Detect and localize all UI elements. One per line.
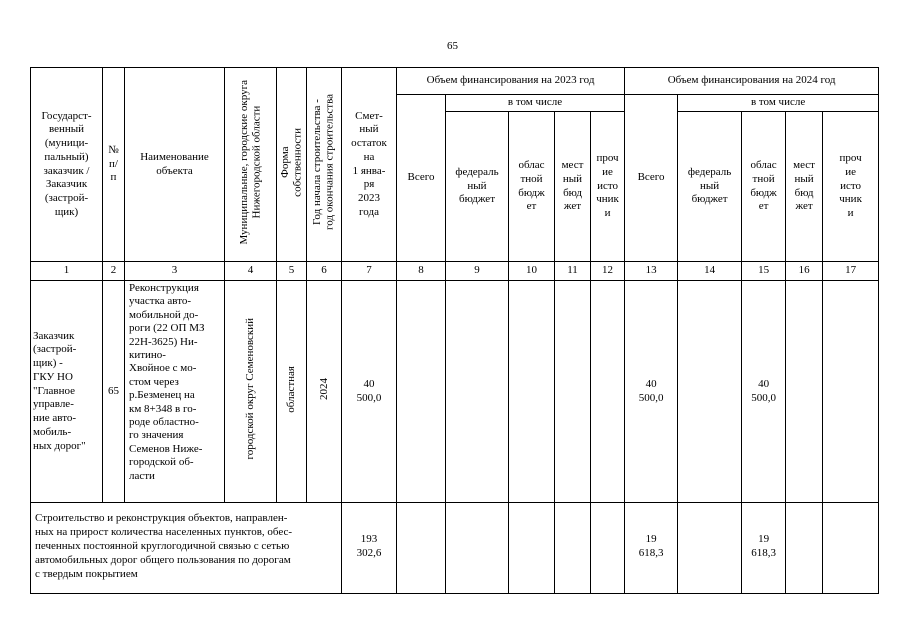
summary-total-2023 bbox=[397, 503, 446, 594]
col-number: 14 bbox=[678, 262, 742, 281]
header-regional-2023: облас тной бюдж ет bbox=[509, 112, 555, 262]
header-total-2024: Всего bbox=[625, 95, 678, 262]
header-municipality-cell bbox=[225, 68, 277, 262]
summary-other-2023 bbox=[591, 503, 625, 594]
row-municipality: городской округ Семеновский bbox=[244, 318, 257, 460]
row-other-2024 bbox=[823, 281, 879, 503]
row-ownership: областная bbox=[285, 365, 298, 413]
header-fin-2024: Объем финансирования на 2024 год bbox=[625, 68, 879, 95]
col-number: 7 bbox=[342, 262, 397, 281]
col-number: 4 bbox=[225, 262, 277, 281]
header-estimated: Смет- ный остаток на 1 янва- ря 2023 года bbox=[342, 68, 397, 262]
row-years: 2024 bbox=[317, 378, 330, 401]
row-total-2023 bbox=[397, 281, 446, 503]
col-number: 2 bbox=[103, 262, 125, 281]
header-incl-2023: в том числе bbox=[446, 95, 625, 112]
summary-text: Строительство и реконструкция объектов, направлен- ных на прирост количества населенных пунктов, обес- печенных постоянной круглогодичной связью с сетью автомобильных дорог общего пользования по дорогам с твердым покрытием bbox=[31, 503, 342, 594]
row-regional-2023 bbox=[509, 281, 555, 503]
summary-estimated: 193 302,6 bbox=[342, 503, 397, 594]
row-local-2024 bbox=[786, 281, 823, 503]
col-number: 1 bbox=[31, 262, 103, 281]
header-federal-2023: федераль ный бюджет bbox=[446, 112, 509, 262]
row-local-2023 bbox=[555, 281, 591, 503]
header-local-2023: мест ный бюд жет bbox=[555, 112, 591, 262]
row-federal-2024 bbox=[678, 281, 742, 503]
row-other-2023 bbox=[591, 281, 625, 503]
header-num: № п/ п bbox=[103, 68, 125, 262]
summary-other-2024 bbox=[823, 503, 879, 594]
summary-regional-2023 bbox=[509, 503, 555, 594]
col-number: 3 bbox=[125, 262, 225, 281]
header-ownership: Форма собственности bbox=[279, 127, 304, 197]
row-object-name: Реконструкция участка авто- мобильной до- роги (22 ОП МЗ 22Н-3625) Ни- китино- Хвойное с мо- стом через р.Безменец на км 8+348 в го- роде областно- го значения Семенов Ниже- городской об- ласти bbox=[125, 281, 225, 503]
col-number: 6 bbox=[307, 262, 342, 281]
header-row-1 bbox=[31, 68, 879, 95]
row-municipality-cell bbox=[225, 281, 277, 503]
col-number: 10 bbox=[509, 262, 555, 281]
summary-federal-2023 bbox=[446, 503, 509, 594]
header-local-2024: мест ный бюд жет bbox=[786, 112, 823, 262]
column-number-row bbox=[31, 262, 879, 281]
summary-local-2024 bbox=[786, 503, 823, 594]
col-number: 13 bbox=[625, 262, 678, 281]
row-years-cell bbox=[307, 281, 342, 503]
header-years-cell bbox=[307, 68, 342, 262]
col-number: 9 bbox=[446, 262, 509, 281]
page-number: 65 bbox=[447, 40, 458, 52]
header-municipality: Муниципальные, городские округа Нижегородской области bbox=[237, 79, 263, 245]
col-number: 5 bbox=[277, 262, 307, 281]
row-num: 65 bbox=[103, 281, 125, 503]
header-other-2023: проч ие исто чник и bbox=[591, 112, 625, 262]
header-incl-2024: в том числе bbox=[678, 95, 879, 112]
col-number: 15 bbox=[742, 262, 786, 281]
header-ownership-cell bbox=[277, 68, 307, 262]
summary-local-2023 bbox=[555, 503, 591, 594]
row-federal-2023 bbox=[446, 281, 509, 503]
col-number: 11 bbox=[555, 262, 591, 281]
row-ownership-cell bbox=[277, 281, 307, 503]
header-customer: Государст- венный (муници- пальный) заказчик / Заказчик (застрой- щик) bbox=[31, 68, 103, 262]
col-number: 8 bbox=[397, 262, 446, 281]
col-number: 16 bbox=[786, 262, 823, 281]
header-object-name: Наименование объекта bbox=[125, 68, 225, 262]
header-regional-2024: облас тной бюдж ет bbox=[742, 112, 786, 262]
summary-total-2024: 19 618,3 bbox=[625, 503, 678, 594]
col-number: 12 bbox=[591, 262, 625, 281]
header-years: Год начала строительства - год окончания строительства bbox=[311, 94, 336, 231]
row-total-2024: 40 500,0 bbox=[625, 281, 678, 503]
header-fin-2023: Объем финансирования на 2023 год bbox=[397, 68, 625, 95]
row-estimated: 40 500,0 bbox=[342, 281, 397, 503]
summary-regional-2024: 19 618,3 bbox=[742, 503, 786, 594]
table-row bbox=[31, 281, 879, 503]
summary-row bbox=[31, 503, 879, 594]
col-number: 17 bbox=[823, 262, 879, 281]
header-total-2023: Всего bbox=[397, 95, 446, 262]
header-other-2024: проч ие исто чник и bbox=[823, 112, 879, 262]
financing-table bbox=[30, 67, 879, 594]
row-customer: Заказчик (застрой- щик) - ГКУ НО "Главное управле- ние авто- мобиль- ных дорог" bbox=[31, 281, 103, 503]
summary-federal-2024 bbox=[678, 503, 742, 594]
row-regional-2024: 40 500,0 bbox=[742, 281, 786, 503]
header-federal-2024: федераль ный бюджет bbox=[678, 112, 742, 262]
